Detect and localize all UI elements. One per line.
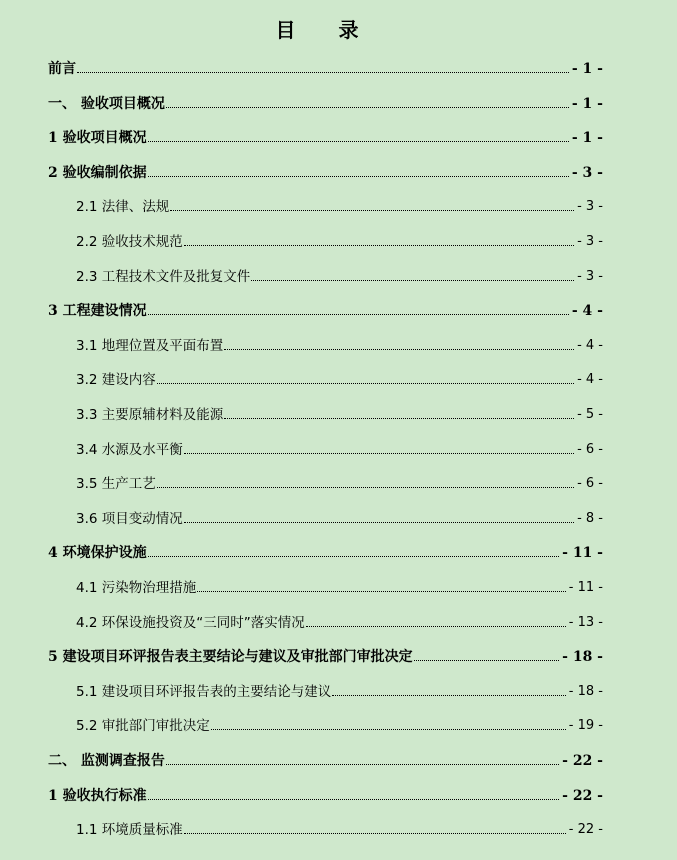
toc-page-number: - 1 - xyxy=(571,95,603,112)
toc-dot-leader xyxy=(148,141,569,142)
toc-dot-leader xyxy=(332,695,566,696)
toc-entry[interactable] xyxy=(0,536,677,571)
toc-page-number: - 13 - xyxy=(568,614,603,630)
toc-entry[interactable] xyxy=(0,640,677,675)
toc-page-number: - 19 - xyxy=(568,718,603,734)
toc-page-number: - 4 - xyxy=(571,303,603,320)
toc-dot-leader xyxy=(148,799,560,800)
toc-page-number: - 18 - xyxy=(562,649,603,666)
toc-entry-title: 2.1 法律、法规 xyxy=(76,199,170,216)
toc-entry[interactable] xyxy=(0,744,677,779)
toc-entry-title: 4.2 环保设施投资及“三同时”落实情况 xyxy=(76,614,305,631)
toc-entry-title: 2 验收编制依据 xyxy=(48,164,147,181)
toc-page-number: - 22 - xyxy=(568,822,603,838)
toc-page-number: - 3 - xyxy=(577,268,603,284)
toc-entry[interactable] xyxy=(0,121,677,156)
toc-page-number: - 4 - xyxy=(577,372,603,388)
toc-title: 目 录 xyxy=(275,18,377,42)
toc-entry-title: 3.3 主要原辅材料及能源 xyxy=(76,407,224,423)
toc-dot-leader xyxy=(184,833,566,834)
toc-entry-title: 3.2 建设内容 xyxy=(76,372,156,389)
toc-entry-title: 1.1 环境质量标准 xyxy=(76,822,183,839)
toc-entry[interactable] xyxy=(0,571,677,606)
toc-dot-leader xyxy=(211,729,566,730)
toc-dot-leader xyxy=(157,383,574,384)
toc-page-number: - 5 - xyxy=(577,407,603,422)
toc-dot-leader xyxy=(224,418,574,419)
toc-dot-leader xyxy=(148,556,560,557)
toc-page-number: - 11 - xyxy=(568,580,603,595)
toc-dot-leader xyxy=(157,487,574,488)
toc-entry[interactable] xyxy=(0,260,677,295)
toc-entry[interactable] xyxy=(0,502,677,537)
toc-entry-title: 5 建设项目环评报告表主要结论与建议及审批部门审批决定 xyxy=(48,649,413,666)
toc-page-number: - 18 - xyxy=(568,683,603,699)
toc-page-number: - 22 - xyxy=(562,787,603,804)
toc-entry[interactable] xyxy=(0,675,677,710)
toc-dot-leader xyxy=(184,245,574,246)
toc-entry-title: 二、 监测调查报告 xyxy=(48,753,165,769)
toc-entry-title: 3 工程建设情况 xyxy=(48,303,147,320)
toc-entry-title: 3.4 水源及水平衡 xyxy=(76,441,183,458)
toc-entry[interactable] xyxy=(0,467,677,502)
toc-page-number: - 11 - xyxy=(562,545,603,562)
toc-page-number: - 8 - xyxy=(577,510,603,526)
toc-page-number: - 6 - xyxy=(577,441,603,457)
toc-entry-title: 5.1 建设项目环评报告表的主要结论与建议 xyxy=(76,683,332,700)
toc-entry[interactable] xyxy=(0,329,677,364)
toc-dot-leader xyxy=(184,522,574,523)
toc-entry-title: 2.3 工程技术文件及批复文件 xyxy=(76,268,251,285)
toc-dot-leader xyxy=(414,660,560,661)
toc-entry-title: 5.2 审批部门审批决定 xyxy=(76,718,210,735)
toc-entry-title: 3.6 项目变动情况 xyxy=(76,510,183,527)
toc-dot-leader xyxy=(251,280,574,281)
toc-entry[interactable] xyxy=(0,156,677,191)
toc-page-number: - 3 - xyxy=(571,164,603,181)
toc-page-number: - 3 - xyxy=(577,234,603,249)
toc-entry-title: 2.2 验收技术规范 xyxy=(76,234,183,250)
toc-dot-leader xyxy=(184,453,574,454)
toc-entry[interactable] xyxy=(0,709,677,744)
toc-dot-leader xyxy=(170,210,574,211)
toc-dot-leader xyxy=(224,349,574,350)
toc-dot-leader xyxy=(197,591,566,592)
toc-entry[interactable] xyxy=(0,87,677,122)
toc-entry[interactable] xyxy=(0,363,677,398)
toc-entry[interactable] xyxy=(0,779,677,814)
toc-dot-leader xyxy=(77,72,569,73)
toc-entry-title: 一、 验收项目概况 xyxy=(48,95,165,112)
toc-entry[interactable] xyxy=(0,190,677,225)
toc-entry[interactable] xyxy=(0,433,677,468)
toc-entry[interactable] xyxy=(0,813,677,848)
toc-entry[interactable] xyxy=(0,294,677,329)
toc-page-number: - 22 - xyxy=(562,753,603,769)
toc-page-number: - 1 - xyxy=(571,130,603,147)
toc-dot-leader xyxy=(166,107,569,108)
toc-entry[interactable] xyxy=(0,398,677,433)
toc-dot-leader xyxy=(306,626,566,627)
toc-dot-leader xyxy=(166,764,559,765)
toc-entry-title: 1 验收项目概况 xyxy=(48,130,147,147)
toc-entry-title: 3.1 地理位置及平面布置 xyxy=(76,337,224,354)
toc-page-number: - 4 - xyxy=(577,337,603,353)
toc-entry[interactable] xyxy=(0,606,677,641)
toc-entry-title: 前言 xyxy=(48,61,76,77)
toc-page-number: - 1 - xyxy=(571,61,603,77)
toc-entry-title: 3.5 生产工艺 xyxy=(76,476,156,493)
toc-entry-title: 4 环境保护设施 xyxy=(48,545,147,562)
toc-entry[interactable] xyxy=(0,225,677,260)
toc-page-number: - 6 - xyxy=(577,476,603,492)
toc-entry-title: 4.1 污染物治理措施 xyxy=(76,580,197,596)
toc-dot-leader xyxy=(148,314,569,315)
toc-dot-leader xyxy=(148,176,569,177)
toc-entry[interactable] xyxy=(0,52,677,87)
toc-entry-title: 1 验收执行标准 xyxy=(48,787,147,804)
toc-page-number: - 3 - xyxy=(577,199,603,215)
